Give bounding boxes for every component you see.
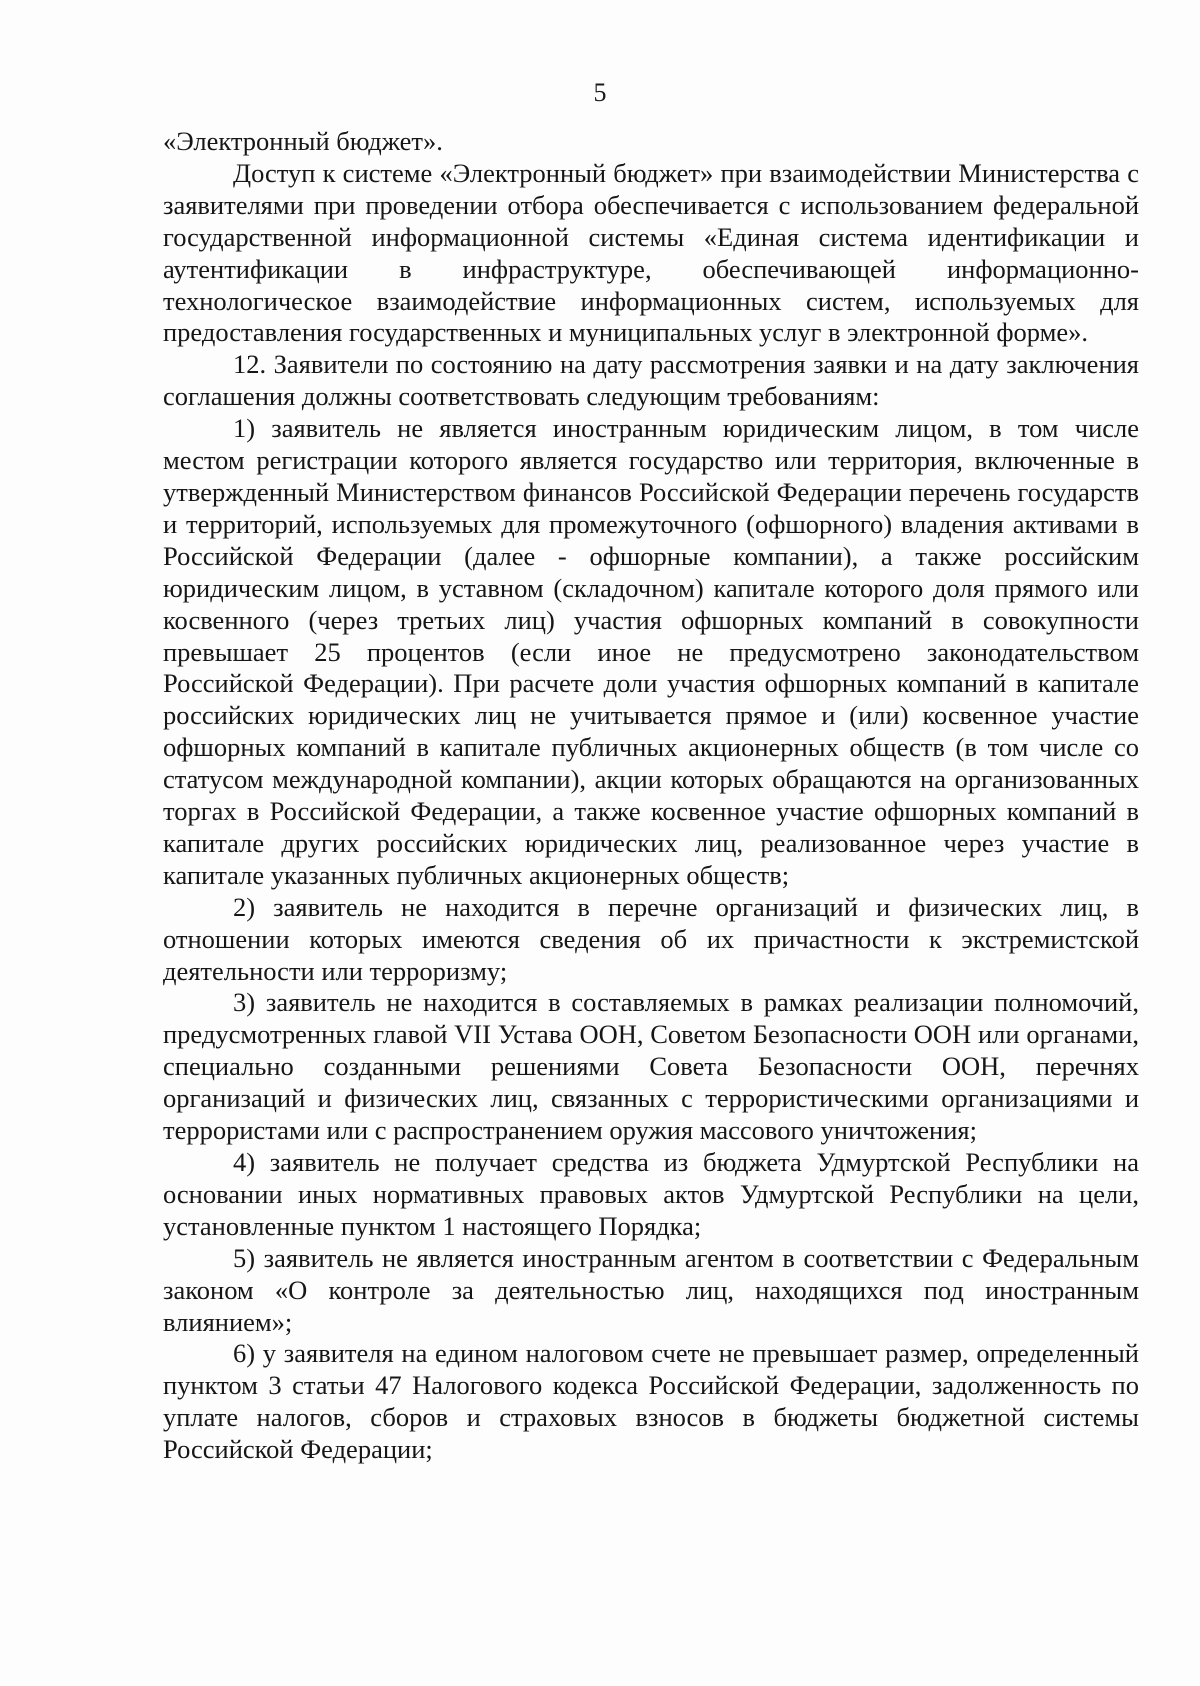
paragraph-requirement-3: 3) заявитель не находится в составляемых в рамках реализации полномочий, предусмотренных главой VII Устава ООН, Советом Безопасности ООН или органами, специально созданными решениями Совета Безопасности ООН, перечнях организаций и физических лиц, связанных с террористическими организациями и террористами или с распространением оружия массового уничтожения; bbox=[163, 987, 1139, 1146]
paragraph-continuation: «Электронный бюджет». bbox=[163, 126, 443, 156]
paragraph-requirement-4: 4) заявитель не получает средства из бюджета Удмуртской Республики на основании иных нормативных правовых актов Удмуртской Республики на цели, установленные пунктом 1 настоящего Порядка; bbox=[163, 1147, 1139, 1241]
page-number: 5 bbox=[593, 78, 607, 107]
document-body bbox=[163, 126, 1139, 1466]
paragraph-requirement-6: 6) у заявителя на едином налоговом счете не превышает размер, определенный пунктом 3 статьи 47 Налогового кодекса Российской Федерации, задолженность по уплате налогов, сборов и страховых взносов в бюджеты бюджетной системы Российской Федерации; bbox=[163, 1338, 1139, 1465]
paragraph-requirement-5: 5) заявитель не является иностранным агентом в соответствии с Федеральным законом «О контроле за деятельностью лиц, находящихся под иностранным влиянием»; bbox=[163, 1242, 1139, 1337]
paragraph-system-access: Доступ к системе «Электронный бюджет» при взаимодействии Министерства с заявителями при проведении отбора обеспечивается с использованием федеральной государственной информационной системы «Единая система идентификации и аутентификации в инфраструктуре, обеспечивающей информационно-технологическое взаимодействие информационных систем, используемых для предоставления государственных и муниципальных услуг в электронной форме». bbox=[163, 157, 1139, 348]
paragraph-requirement-2: 2) заявитель не находится в перечне организаций и физических лиц, в отношении которых имеются сведения об их причастности к экстремистской деятельности или терроризму; bbox=[163, 891, 1139, 986]
paragraph-requirement-1: 1) заявитель не является иностранным юридическим лицом, в том числе местом регистрации которого является государство или территория, включенные в утвержденный Министерством финансов Российской Федерации перечень государств и территорий, используемых для промежуточного (офшорного) владения активами в Российской Федерации (далее - офшорные компании), а также российским юридическим лицом, в уставном (складочном) капитале которого доля прямого или косвенного (через третьих лиц) участия офшорных компаний в совокупности превышает 25 процентов (если иное не предусмотрено законодательством Российской Федерации). При расчете доли участия офшорных компаний в капитале российских юридических лиц не учитывается прямое и (или) косвенное участие офшорных компаний в капитале публичных акционерных обществ (в том числе со статусом международной компании), акции которых обращаются на организованных торгах в Российской Федерации, а также косвенное участие офшорных компаний в капитале других российских юридических лиц, реализованное через участие в капитале указанных публичных акционерных обществ; bbox=[163, 413, 1139, 890]
paragraph-item-12: 12. Заявители по состоянию на дату рассмотрения заявки и на дату заключения соглашения должны соответствовать следующим требованиям: bbox=[163, 349, 1139, 412]
